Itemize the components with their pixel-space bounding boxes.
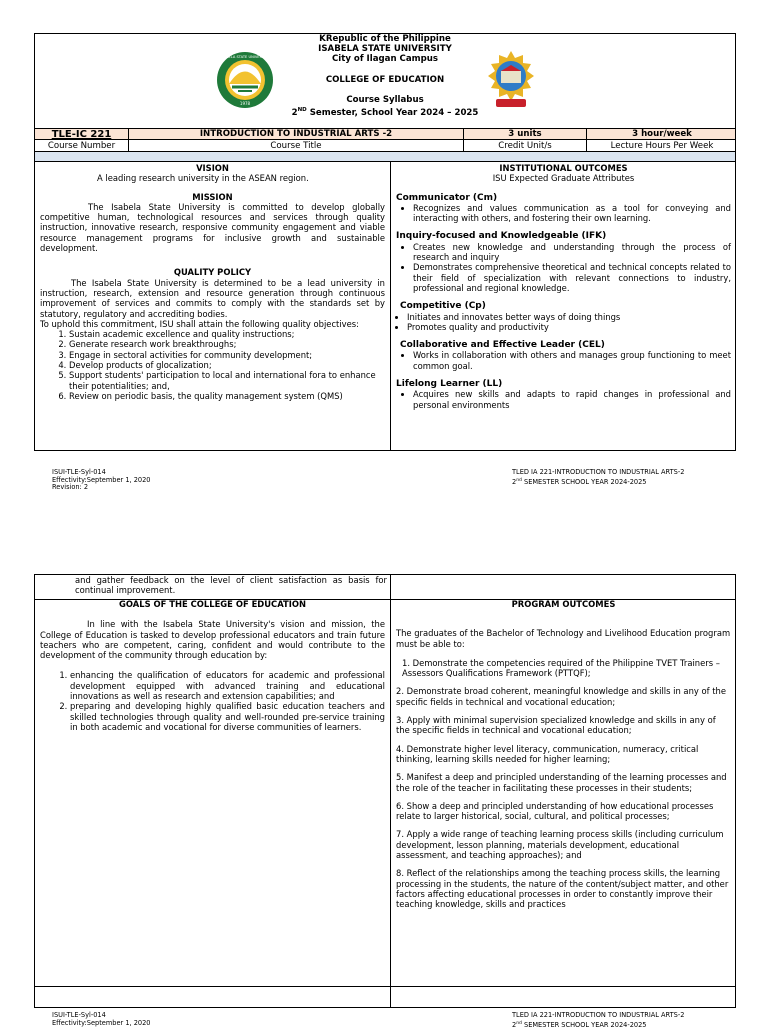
institutional-outcomes-subheading: ISU Expected Graduate Attributes (492, 173, 635, 184)
course-units-label: Credit Unit/s (464, 140, 587, 151)
vision-text: A leading research university in the ASEAN region. (97, 173, 309, 184)
college-name: COLLEGE OF EDUCATION (325, 74, 445, 85)
course-hours: 3 hour/week (632, 129, 692, 139)
list-item: • Recognizes and values communication as a tool for conveying and interacting with others, and fostering their own learning. (413, 203, 731, 224)
course-number: TLE-IC 221 (35, 129, 129, 139)
republic-text: KRepublic of the Philippine (319, 34, 451, 44)
semester-line: 2ND Semester, School Year 2024 – 2025 (291, 107, 479, 118)
footer-semester: 2nd SEMESTER SCHOOL YEAR 2024-2025 (512, 1020, 647, 1029)
quality-policy-text: The Isabela State University is determined to be a lead university in instruction, research, extension and resource generation through continuous improvement of services and commits to comply with the standards set by statutory, regulatory and accrediting bodies. (40, 277, 385, 319)
quality-policy-heading: QUALITY POLICY (173, 267, 252, 278)
list-item: • Initiates and innovates better ways of doing things (407, 312, 731, 322)
list-item: 2. Demonstrate broad coherent, meaningful knowledge and skills in any of the specific fields in technical and vocational education; (396, 686, 726, 707)
list-item: 2. preparing and developing highly qualified basic education teachers and skilled technologies through quality and well-rounded pre-service training in both academic and vocational for diverse communities of learners. (70, 701, 385, 732)
list-item: 3. Apply with minimal supervision specialized knowledge and skills in any of the specific fields in technical and vocational education; (396, 715, 716, 736)
goals-outcomes-box (34, 574, 736, 1008)
outcome-group-title: Inquiry-focused and Knowledgeable (IFK) (396, 231, 607, 242)
page-1 (0, 0, 768, 500)
page-2 (0, 500, 768, 1029)
course-title: INTRODUCTION TO INDUSTRIAL ARTS -2 (129, 129, 464, 139)
institutional-outcomes-heading: INSTITUTIONAL OUTCOMES (499, 163, 628, 173)
goals-list (40, 670, 385, 732)
university-name: ISABELA STATE UNIVERSITY (318, 44, 452, 55)
effectivity: Effectivity:September 1, 2020 (52, 1018, 151, 1027)
right-column (396, 163, 731, 410)
list-item: 6. Review on periodic basis, the quality management system (QMS) (69, 391, 385, 401)
footer-right (512, 469, 684, 486)
campus-name: City of Ilagan Campus (331, 54, 439, 65)
quality-objectives-list (40, 329, 385, 401)
course-title-label: Course Title (129, 140, 464, 151)
footer-left-2 (52, 1012, 150, 1027)
mission-text: The Isabela State University is committed to develop globally competitive human, technological resources and services through quality instruction, innovative research, responsive community engagement and viable resource management programs for inclusive growth and sustainable development. (40, 201, 385, 254)
outcome-group-title: Lifelong Learner (LL) (396, 379, 503, 390)
doc-code: ISUI-TLE-Syl-014 (52, 468, 106, 476)
college-seal-icon (482, 49, 540, 111)
left-column (40, 163, 385, 401)
list-item: 4. Develop products of glocalization; (69, 360, 385, 370)
list-item: • Creates new knowledge and understanding through the process of research and inquiry (413, 242, 731, 263)
outcome-group-title: Collaborative and Effective Leader (CEL) (400, 340, 605, 351)
program-outcomes-heading: PROGRAM OUTCOMES (511, 599, 616, 609)
course-hours-label: Lecture Hours Per Week (610, 140, 714, 151)
svg-text:ISABELA STATE UNIVERSITY: ISABELA STATE UNIVERSITY (220, 55, 270, 59)
footer-course: TLED IA 221-INTRODUCTION TO INDUSTRIAL ARTS-2 (512, 468, 685, 476)
vision-mission-box (34, 161, 736, 451)
doc-code: ISUI-TLE-Syl-014 (52, 1011, 106, 1019)
program-outcomes-intro: The graduates of the Bachelor of Technology and Livelihood Education program must be able to: (396, 628, 731, 649)
list-item: 1. Demonstrate the competencies required of the Philippine TVET Trainers – Assessors Qualifications Framework (PTTQF); (402, 657, 720, 679)
list-item: 2. Generate research work breakthroughs; (69, 339, 385, 349)
goals-intro: In line with the Isabela State University's vision and mission, the College of Education is tasked to develop professional educators and train future teachers who are competent, caring, confident and would contribute to the development of the community through education by: (40, 619, 385, 661)
list-item: 6. Show a deep and principled understanding of how educational processes relate to larger historical, social, cultural, and political processes; (396, 800, 714, 822)
outcome-group-title: Competitive (Cp) (400, 301, 486, 312)
quality-policy-continuation: and gather feedback on the level of client satisfaction as basis for continual improvement. (75, 575, 387, 596)
list-item: 3. Engage in sectoral activities for community development; (69, 350, 385, 360)
goals-column (40, 599, 385, 732)
header-box (34, 33, 736, 129)
list-item: 4. Demonstrate higher level literacy, communication, numeracy, critical thinking, learning skills needed for higher learning; (396, 743, 699, 764)
svg-text:1978: 1978 (239, 101, 251, 106)
list-item: 1. Sustain academic excellence and quality instructions; (69, 329, 385, 339)
footer-semester: 2nd SEMESTER SCHOOL YEAR 2024-2025 (512, 477, 647, 486)
list-item: 7. Apply a wide range of teaching learning process skills (including curriculum development, lesson planning, materials development, educational assessment, and teaching approaches); and (396, 829, 724, 861)
course-row (34, 128, 736, 140)
list-item: • Promotes quality and productivity (407, 322, 731, 332)
effectivity: Effectivity:September 1, 2020 (52, 475, 151, 484)
syllabus-title: Course Syllabus (346, 94, 424, 105)
revision: Revision: 2 (52, 483, 89, 492)
mission-heading: MISSION (192, 191, 233, 202)
quality-policy-intro: To uphold this commitment, ISU shall attain the following quality objectives: (40, 318, 359, 329)
isu-seal-icon (216, 51, 274, 109)
list-item: 1. enhancing the qualification of educators for academic and professional development equipped with advanced training and educational innovations as well as research and extension capabilities; and (70, 670, 385, 701)
goals-heading: GOALS OF THE COLLEGE OF EDUCATION (119, 599, 306, 609)
list-item: 5. Support students' participation to local and international fora to enhance their potentialities; and, (69, 370, 385, 391)
footer-left (52, 469, 150, 492)
vision-heading: VISION (196, 163, 229, 173)
course-number-label: Course Number (35, 140, 129, 151)
course-units: 3 units (464, 129, 587, 139)
course-label-row (34, 140, 736, 152)
list-item: • Demonstrates comprehensive theoretical and technical concepts related to their field of specialization with relevant connections to industry, professional and regional knowledge. (413, 262, 731, 293)
list-item: • Works in collaboration with others and manages group functioning to meet common goal. (413, 350, 731, 371)
list-item: 5. Manifest a deep and principled understanding of the learning processes and the role of the teacher in facilitating these processes in their students; (396, 772, 727, 793)
list-item: 8. Reflect of the relationships among the teaching process skills, the learning processing in the students, the nature of the content/subject matter, and other factors affecting educational processes in order to constantly improve their teaching knowledge, skills and practices (396, 868, 729, 910)
footer-right-2 (512, 1012, 684, 1029)
list-item: • Acquires new skills and adapts to rapid changes in professional and personal environments (413, 389, 731, 410)
outcome-group-title: Communicator (Cm) (396, 192, 498, 203)
footer-course: TLED IA 221-INTRODUCTION TO INDUSTRIAL ARTS-2 (512, 1011, 685, 1019)
program-outcomes-column (396, 599, 731, 910)
